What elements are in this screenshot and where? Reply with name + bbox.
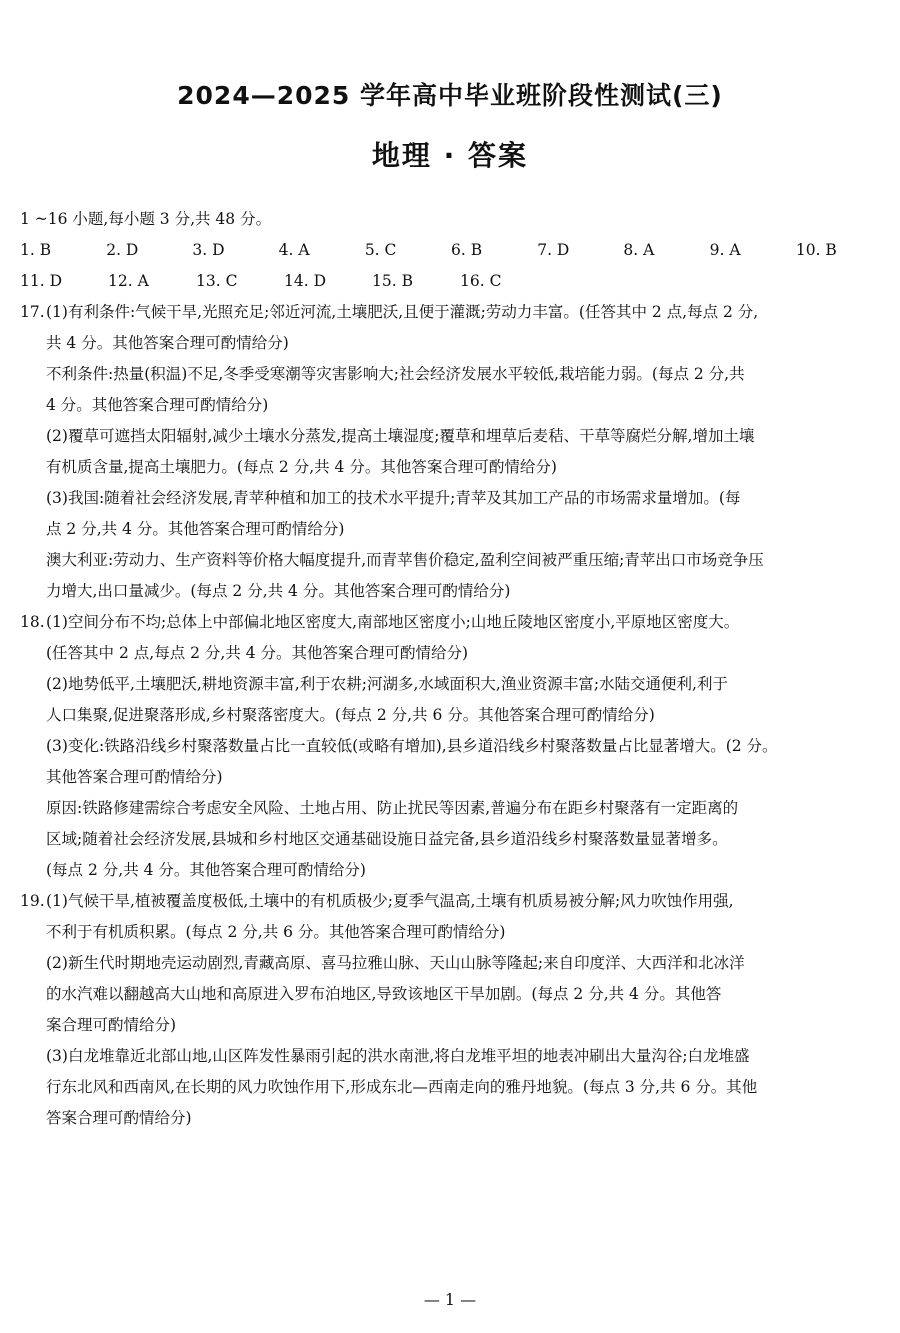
answer-line: 原因:铁路修建需综合考虑安全风险、土地占用、防止扰民等因素,普遍分布在距乡村聚落有一定距离的 bbox=[46, 799, 739, 817]
answer-line: 4 分。其他答案合理可酌情给分) bbox=[46, 396, 269, 414]
question-number: 18. bbox=[20, 613, 45, 631]
answer-line: (每点 2 分,共 4 分。其他答案合理可酌情给分) bbox=[46, 861, 366, 879]
choice-answer: 10. B bbox=[795, 241, 837, 259]
answer-line: 的水汽难以翻越高大山地和高原进入罗布泊地区,导致该地区干旱加剧。(每点 2 分,共 4 分。其他答 bbox=[46, 985, 722, 1003]
choice-answer: 1. B bbox=[20, 241, 52, 259]
choice-answer: 15. B bbox=[372, 272, 413, 290]
answer-line: 不利于有机质积累。(每点 2 分,共 6 分。其他答案合理可酌情给分) bbox=[46, 923, 506, 941]
choice-answer: 2. D bbox=[106, 241, 139, 259]
choice-answer: 5. C bbox=[364, 241, 397, 259]
answer-line: 区域;随着社会经济发展,县城和乡村地区交通基础设施日益完备,县乡道沿线乡村聚落数量显著增多。 bbox=[46, 830, 728, 848]
answer-line: (3)我国:随着社会经济发展,青苹种植和加工的技术水平提升;青苹及其加工产品的市场需求量增加。(每 bbox=[46, 489, 741, 507]
answer-line: 有机质含量,提高土壤肥力。(每点 2 分,共 4 分。其他答案合理可酌情给分) bbox=[46, 458, 557, 476]
answer-line: (任答其中 2 点,每点 2 分,共 4 分。其他答案合理可酌情给分) bbox=[46, 644, 469, 662]
choice-answer: 4. A bbox=[278, 241, 310, 259]
choice-answer: 11. D bbox=[20, 272, 63, 290]
choice-answer: 3. D bbox=[192, 241, 225, 259]
answer-line: 点 2 分,共 4 分。其他答案合理可酌情给分) bbox=[46, 520, 345, 538]
choice-answer: 16. C bbox=[460, 272, 502, 290]
answer-line: 答案合理可酌情给分) bbox=[46, 1109, 192, 1127]
answer-line: 其他答案合理可酌情给分) bbox=[46, 768, 223, 786]
question-17 bbox=[20, 297, 882, 607]
question-number: 17. bbox=[20, 303, 45, 321]
answer-text: (1)气候干旱,植被覆盖度极低,土壤中的有机质极少;夏季气温高,土壤有机质易被分解;风力吹蚀作用强, bbox=[46, 892, 734, 910]
answer-line: 共 4 分。其他答案合理可酌情给分) bbox=[46, 334, 289, 352]
page-number: — 1 — bbox=[423, 1290, 477, 1309]
question-18 bbox=[20, 607, 882, 886]
answer-line: (3)白龙堆靠近北部山地,山区阵发性暴雨引起的洪水南泄,将白龙堆平坦的地表冲刷出大量沟谷;白龙堆盛 bbox=[46, 1047, 750, 1065]
answer-line: 案合理可酌情给分) bbox=[46, 1016, 177, 1034]
answer-line: 澳大利亚:劳动力、生产资料等价格大幅度提升,而青苹售价稳定,盈利空间被严重压缩;青苹出口市场竞争压 bbox=[46, 551, 764, 569]
answer-line: 力增大,出口量减少。(每点 2 分,共 4 分。其他答案合理可酌情给分) bbox=[46, 582, 511, 600]
choice-answer: 7. D bbox=[537, 241, 570, 259]
answer-line bbox=[20, 607, 882, 638]
choice-answers-row-1 bbox=[20, 235, 882, 266]
answer-text: (1)有利条件:气候干旱,光照充足;邻近河流,土壤肥沃,且便于灌溉;劳动力丰富。(任答其中 2 点,每点 2 分, bbox=[46, 303, 759, 321]
page-title: 2024—2025 学年高中毕业班阶段性测试(三) bbox=[177, 81, 723, 110]
choice-answer: 8. A bbox=[623, 241, 655, 259]
answer-line: (2)地势低平,土壤肥沃,耕地资源丰富,利于农耕;河湖多,水域面积大,渔业资源丰富;水陆交通便利,利于 bbox=[46, 675, 728, 693]
answer-content bbox=[20, 204, 882, 1134]
answer-line bbox=[20, 297, 882, 328]
page-subtitle: 地理 · 答案 bbox=[371, 139, 529, 172]
question-19 bbox=[20, 886, 882, 1134]
choice-answer: 9. A bbox=[709, 241, 741, 259]
choice-answers-row-2 bbox=[20, 266, 882, 297]
answer-line: (3)变化:铁路沿线乡村聚落数量占比一直较低(或略有增加),县乡道沿线乡村聚落数量占比显著增大。(2 分。 bbox=[46, 737, 778, 755]
choice-answer: 6. B bbox=[451, 241, 483, 259]
answer-line: (2)覆草可遮挡太阳辐射,减少土壤水分蒸发,提高土壤湿度;覆草和埋草后麦秸、干草等腐烂分解,增加土壤 bbox=[46, 427, 755, 445]
answer-line: (2)新生代时期地壳运动剧烈,青藏高原、喜马拉雅山脉、天山山脉等隆起;来自印度洋、大西洋和北冰洋 bbox=[46, 954, 745, 972]
answer-line bbox=[20, 886, 882, 917]
choice-answer: 12. A bbox=[108, 272, 149, 290]
answer-line: 行东北风和西南风,在长期的风力吹蚀作用下,形成东北—西南走向的雅丹地貌。(每点 3 分,共 6 分。其他 bbox=[46, 1078, 758, 1096]
answer-text: (1)空间分布不均;总体上中部偏北地区密度大,南部地区密度小;山地丘陵地区密度小,平原地区密度大。 bbox=[46, 613, 740, 631]
question-number: 19. bbox=[20, 892, 45, 910]
answer-line: 不利条件:热量(积温)不足,冬季受寒潮等灾害影响大;社会经济发展水平较低,栽培能力弱。(每点 2 分,共 bbox=[46, 365, 745, 383]
answer-line: 人口集聚,促进聚落形成,乡村聚落密度大。(每点 2 分,共 6 分。其他答案合理可酌情给分) bbox=[46, 706, 655, 724]
choice-answer: 14. D bbox=[284, 272, 327, 290]
choice-summary: 1 ~16 小题,每小题 3 分,共 48 分。 bbox=[20, 210, 272, 228]
choice-answer: 13. C bbox=[196, 272, 238, 290]
